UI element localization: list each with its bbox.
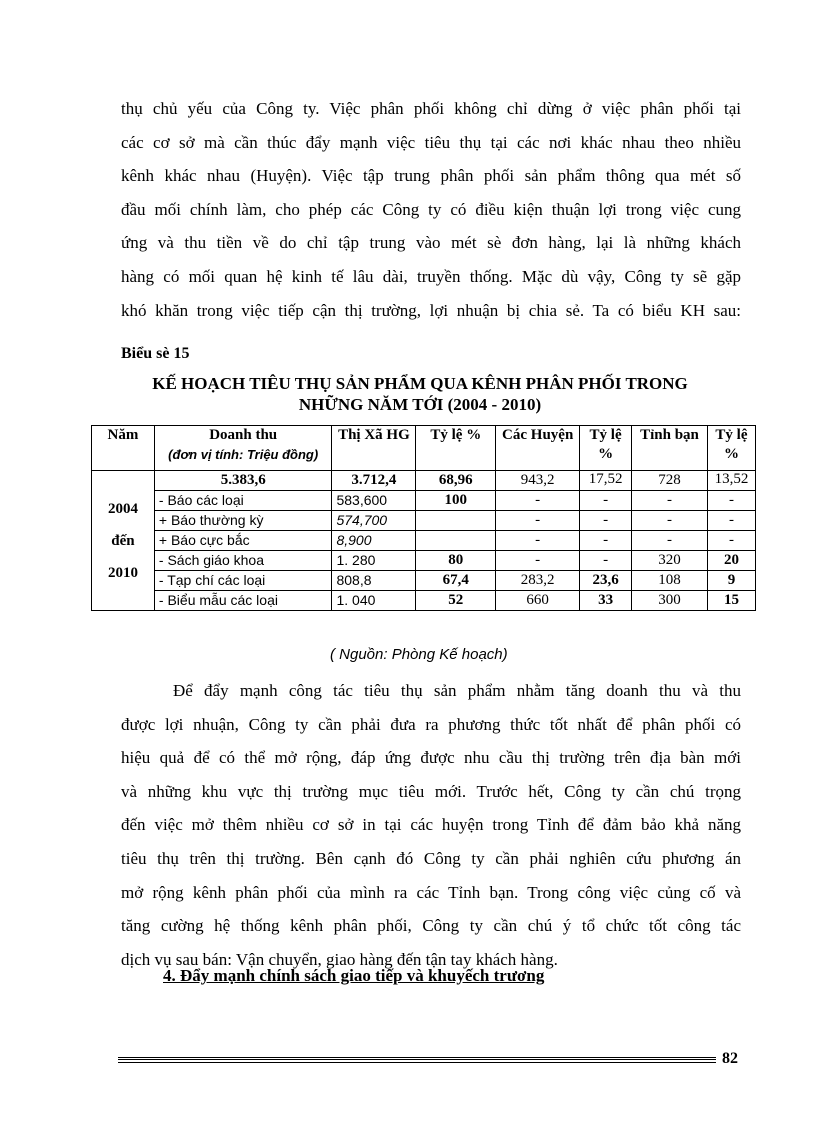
table-row — [92, 471, 756, 491]
text-line: Để đẩy mạnh công tác tiêu thụ sản phẩm nhằm tăng doanh thu và thu — [173, 681, 741, 700]
text-line: hàng có mối quan hệ kinh tế lâu dài, truyền thống. Mặc dù vậy, Công ty sẽ gặp — [121, 266, 741, 286]
huyen-cell: - — [496, 511, 580, 531]
table-row — [92, 551, 756, 571]
ratio-huyen-cell: - — [580, 511, 632, 531]
thixa-cell: 574,700 — [332, 511, 416, 531]
table-source: ( Nguồn: Phòng Kế hoạch) — [330, 646, 508, 663]
table-title-line: NHỮNG NĂM TỚI (2004 - 2010) — [298, 395, 542, 414]
text-line: dịch vụ sau bán: Vận chuyển, giao hàng đến tận tay khách hàng. — [121, 949, 558, 969]
tinhban-cell: 320 — [632, 551, 708, 571]
text-line: khó khăn trong việc tiếp cận thị trường, lợi nhuận bị chia sẻ. Ta có biểu KH sau: — [121, 300, 741, 320]
text-line: đến việc mở thêm nhiều cơ sở in tại các huyện trong Tỉnh để đảm bảo khả năng — [121, 815, 741, 835]
body-paragraph — [121, 674, 741, 976]
ratio-huyen-cell: - — [580, 551, 632, 571]
ratio-tinhban-cell: - — [707, 511, 755, 531]
table-title-line: KẾ HOẠCH TIÊU THỤ SẢN PHẨM QUA KÊNH PHÂN PHỐI TRONG — [152, 374, 688, 393]
tinhban-cell: 300 — [632, 591, 708, 611]
header-huyen: Các Huyện — [496, 426, 580, 471]
ratio-tinhban-cell: 15 — [707, 591, 755, 611]
year-mid: đến — [111, 532, 135, 549]
text-line: đầu mối chính làm, cho phép các Công ty có điều kiện thuận lợi trong việc cung — [121, 199, 741, 219]
text-line: được lợi nhuận, Công ty cần phải đưa ra phương thức tốt nhất để phân phối có — [121, 714, 741, 734]
huyen-cell: - — [496, 531, 580, 551]
ratio-thixa-cell — [416, 511, 496, 531]
ratio-tinhban-cell: - — [707, 491, 755, 511]
footer-rule — [118, 1057, 716, 1063]
item-cell: - Tạp chí các loại — [154, 571, 332, 591]
sales-plan-table — [91, 425, 756, 611]
header-thixa: Thị Xã HG — [332, 426, 416, 471]
header-revenue-label: Doanh thu — [209, 427, 278, 443]
huyen-cell: 283,2 — [496, 571, 580, 591]
year-to: 2010 — [107, 564, 138, 581]
item-cell: - Biểu mẫu các loại — [154, 591, 332, 611]
huyen-cell: - — [496, 551, 580, 571]
ratio-thixa-cell: 100 — [416, 491, 496, 511]
thixa-cell: 3.712,4 — [332, 471, 416, 491]
item-cell: + Báo thường kỳ — [154, 511, 332, 531]
thixa-cell: 8,900 — [332, 531, 416, 551]
table-caption: Biểu sè 15 — [121, 345, 190, 362]
tinhban-cell: 108 — [632, 571, 708, 591]
table-row — [92, 571, 756, 591]
text-line: tăng cường hệ thống kênh phân phối, Công ty cần chú ý tổ chức tốt công tác — [121, 916, 741, 936]
thixa-cell: 1. 040 — [332, 591, 416, 611]
text-line: thụ chủ yếu của Công ty. Việc phân phối không chỉ dừng ở việc phân phối tại — [121, 99, 741, 118]
section-heading: 4. Đẩy mạnh chính sách giao tiếp và khuyếch trương — [163, 966, 545, 985]
thixa-cell: 583,600 — [332, 491, 416, 511]
year-from: 2004 — [107, 500, 138, 517]
ratio-huyen-cell: 23,6 — [580, 571, 632, 591]
year-cell — [92, 471, 155, 611]
item-cell: + Báo cực bắc — [154, 531, 332, 551]
text-line: tiêu thụ trên thị trường. Bên cạnh đó Công ty cần phải nghiên cứu phương án — [121, 848, 741, 868]
header-revenue-unit: (đơn vị tính: Triệu đồng) — [168, 447, 319, 462]
table-row — [92, 491, 756, 511]
header-year: Năm — [92, 426, 155, 471]
tinhban-cell: - — [632, 491, 708, 511]
huyen-cell: 943,2 — [496, 471, 580, 491]
ratio-thixa-cell: 52 — [416, 591, 496, 611]
ratio-tinhban-cell: 20 — [707, 551, 755, 571]
table-row — [92, 591, 756, 611]
huyen-cell: - — [496, 491, 580, 511]
text-line: kênh khác nhau (Huyện). Việc tập trung phân phối sản phẩm thông qua mét số — [121, 166, 741, 186]
thixa-cell: 808,8 — [332, 571, 416, 591]
item-cell: - Sách giáo khoa — [154, 551, 332, 571]
intro-paragraph — [121, 92, 741, 327]
text-line: mở rộng kênh phân phối của mình ra các Tỉnh bạn. Trong công việc củng cố và — [121, 882, 741, 902]
ratio-huyen-cell: - — [580, 531, 632, 551]
ratio-thixa-cell — [416, 531, 496, 551]
ratio-thixa-cell: 67,4 — [416, 571, 496, 591]
ratio-tinhban-cell: 13,52 — [707, 471, 755, 491]
header-revenue — [154, 426, 332, 471]
page-number: 82 — [722, 1050, 738, 1067]
ratio-huyen-cell: 33 — [580, 591, 632, 611]
text-line: ứng và thu tiền về do chỉ tập trung vào mét sè đơn hàng, lại là những khách — [121, 233, 741, 253]
text-line: các cơ sở mà cần thúc đẩy mạnh việc tiêu thụ tại các nơi khác nhau theo nhiều — [121, 132, 741, 152]
ratio-tinhban-cell: 9 — [707, 571, 755, 591]
header-ratio-huyen: Tỷ lệ % — [580, 426, 632, 471]
table-row — [92, 511, 756, 531]
thixa-cell: 1. 280 — [332, 551, 416, 571]
tinhban-cell: - — [632, 531, 708, 551]
item-cell: - Báo các loại — [154, 491, 332, 511]
header-ratio-tinhban: Tỷ lệ % — [707, 426, 755, 471]
text-line: hiệu quả để có thể mở rộng, đáp ứng được nhu cầu thị trường trên địa bàn mới — [121, 748, 741, 768]
text-line: và những khu vực thị trường mục tiêu mới. Trước hết, Công ty cần chú trọng — [121, 781, 741, 801]
ratio-thixa-cell: 80 — [416, 551, 496, 571]
ratio-huyen-cell: 17,52 — [580, 471, 632, 491]
ratio-huyen-cell: - — [580, 491, 632, 511]
total-revenue-cell: 5.383,6 — [154, 471, 332, 491]
table-header-row — [92, 426, 756, 471]
tinhban-cell: 728 — [632, 471, 708, 491]
ratio-thixa-cell: 68,96 — [416, 471, 496, 491]
table-row — [92, 531, 756, 551]
huyen-cell: 660 — [496, 591, 580, 611]
tinhban-cell: - — [632, 511, 708, 531]
ratio-tinhban-cell: - — [707, 531, 755, 551]
header-ratio-thixa: Tỷ lệ % — [416, 426, 496, 471]
header-tinhban: Tỉnh bạn — [632, 426, 708, 471]
table-title — [90, 373, 750, 415]
